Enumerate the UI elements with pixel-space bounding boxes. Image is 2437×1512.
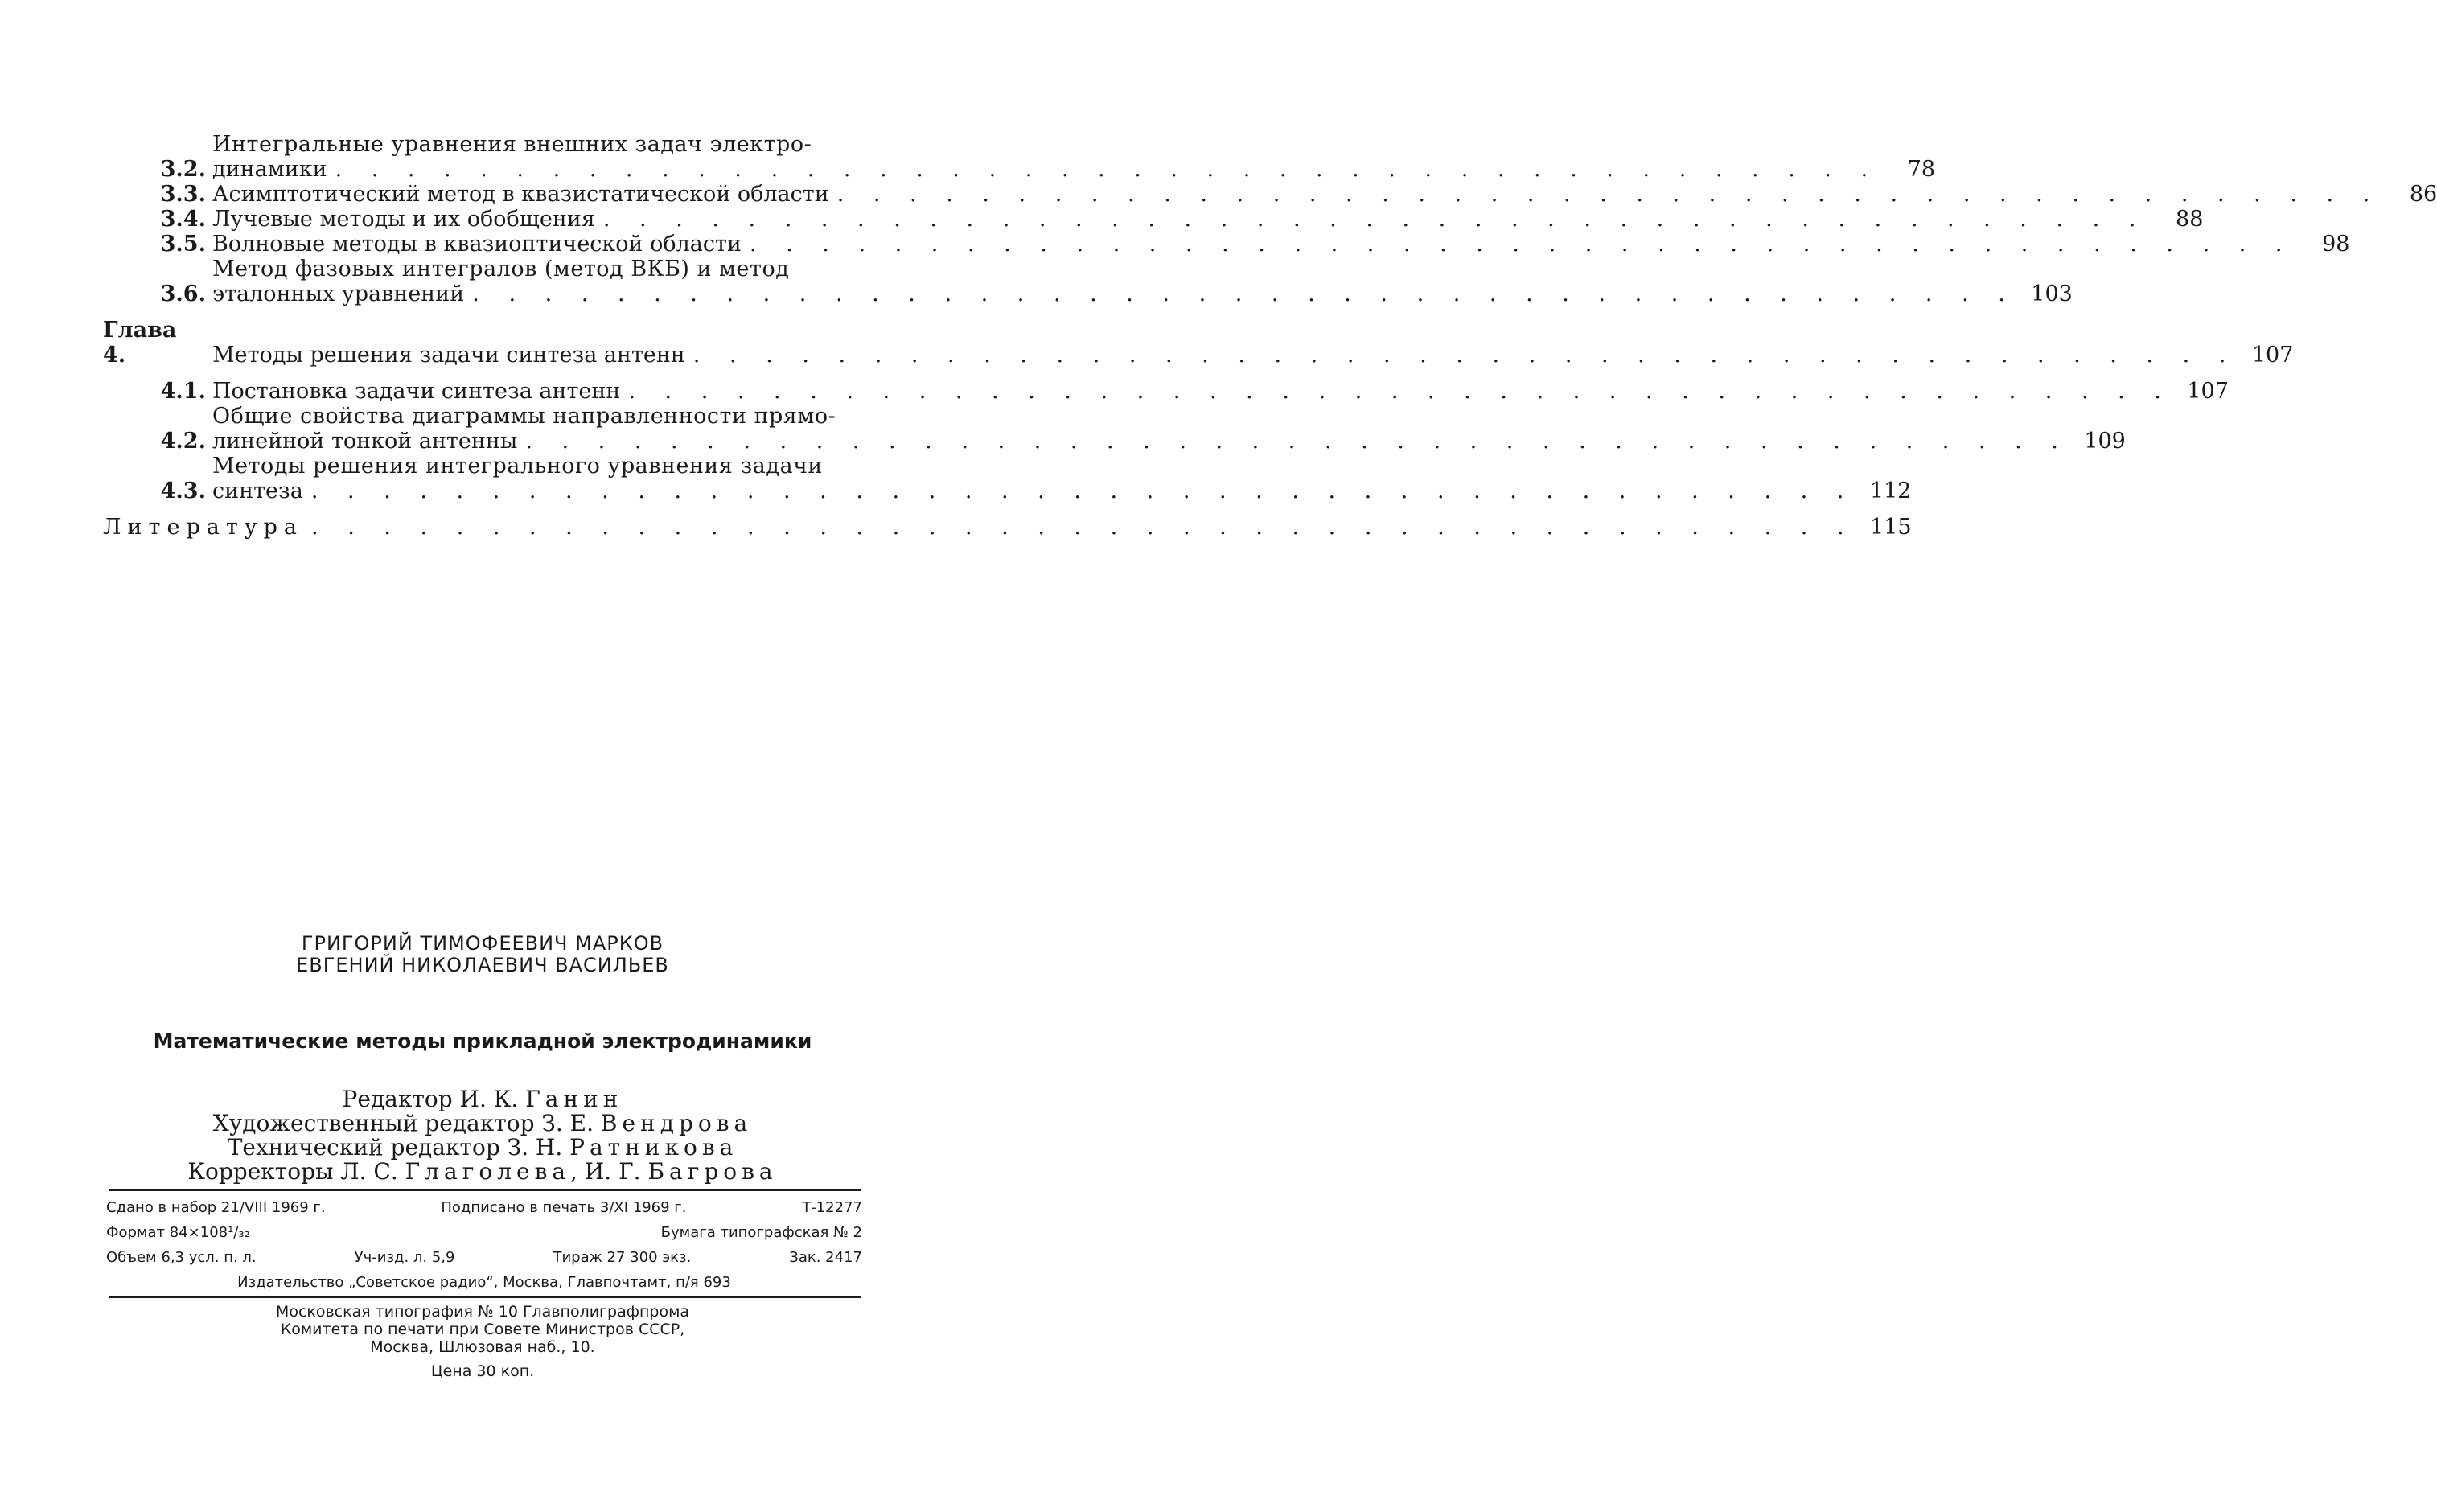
publisher-line: Издательство „Советское радио“, Москва, Главпочтамт, п/я 693 [237,1274,731,1291]
editor-role: Художественный редактор З. Е. [212,1110,594,1136]
toc-entry-3-2 [103,132,1936,182]
toc-page-number: 78 [1907,157,1936,182]
toc-page-number: 107 [2251,343,2294,368]
toc-entry-text: Асимптотический метод в квазистатической области [212,182,829,207]
toc-leader-dots [303,515,1855,540]
imprint-field: Зак. 2417 [789,1249,862,1266]
toc-entry-text: Методы решения интегрального уравнения задачи [212,454,823,479]
toc-chapter-title: Методы решения задачи синтеза антенн [212,343,685,368]
toc-leader-dots [595,207,2147,232]
toc-section-number: 3.6. [160,281,206,306]
imprint-field: Формат 84×108¹/₃₂ [106,1224,250,1241]
toc-entry-4-3 [103,454,1912,503]
toc-entry-text: синтеза [212,479,303,503]
divider-rule [109,1189,861,1191]
book-title: Математические методы прикладной электродинамики [153,1029,812,1053]
editor-line [0,1111,965,1136]
toc-entry-text: Волновые методы в квазиоптической области [212,232,742,257]
toc-entry-3-5 [103,232,2350,257]
editor-line [0,1136,965,1160]
toc-page-number: 86 [2409,182,2437,207]
toc-page-number: 88 [2176,207,2204,232]
toc-section-number: 4.1. [160,379,206,404]
imprint-line [106,1220,862,1245]
toc-page-number: 107 [2187,379,2229,404]
imprint-field: Подписано в печать 3/XI 1969 г. [441,1199,687,1216]
editors-block [0,1087,965,1184]
toc-leader-dots [829,182,2382,207]
toc-section-number: 3.2. [160,157,206,182]
toc-leader-dots [685,343,2238,368]
editor-line: Корректоры Л. С. Глаголева, И. Г. Багрова [187,1158,778,1185]
toc-page-number: 103 [2031,281,2073,306]
toc-entry-4-1 [103,379,2229,404]
editor-role: И. Г. [584,1158,641,1185]
toc-chapter-number: Глава 4. [103,318,177,368]
printer-block [0,1303,965,1380]
toc-entry-3-4 [103,207,2204,232]
toc-leader-dots [742,232,2294,257]
editor-role: Технический редактор З. Н. [227,1134,563,1161]
divider-rule [109,1296,861,1298]
toc-entry-text: динамики [212,157,327,182]
table-of-contents [103,132,2437,540]
imprint-line [106,1245,862,1270]
editor-line [0,1087,965,1111]
printer-line: Москва, Шлюзовая наб., 10. [370,1338,595,1356]
toc-page-number: 98 [2322,232,2350,257]
toc-leader-dots [303,479,1855,503]
editor-name: Багрова [647,1158,778,1185]
price-label: Цена 30 коп. [430,1362,535,1380]
printer-line: Московская типография № 10 Главполиграфпрома [275,1303,690,1321]
toc-entry-text: Постановка задачи синтеза антенн [212,379,621,404]
toc-entry-text: Лучевые методы и их обобщения [212,207,595,232]
author-name: ГРИГОРИЙ ТИМОФЕЕВИЧ МАРКОВ [301,932,664,955]
toc-entry-text: Интегральные уравнения внешних задач электро- [212,132,812,157]
toc-section-number: 3.5. [160,232,206,257]
imprint-field: Бумага типографская № 2 [660,1224,862,1241]
toc-section-number: 3.4. [160,207,206,232]
editor-role: Редактор И. К. [342,1086,519,1112]
editor-name: Глаголева [405,1158,571,1185]
toc-entry-3-6 [103,257,2073,306]
printer-line: Комитета по печати при Совете Министров СССР, [280,1321,685,1338]
toc-literature-title: Литература [103,515,304,540]
toc-section-number: 3.3. [160,182,206,207]
editor-name: Вендрова [600,1110,753,1136]
toc-entry-text: эталонных уравнений [212,281,465,306]
toc-section-number: 4.3. [160,479,206,503]
imprint-line [106,1195,862,1220]
imprint-field: Уч-изд. л. 5,9 [354,1249,455,1266]
toc-entry-text: Общие свойства диаграммы направленности прямо- [212,404,836,429]
toc-leader-dots [620,379,2172,404]
toc-entry-text: Метод фазовых интегралов (метод ВКБ) и метод [212,257,790,281]
toc-page-number: 109 [2084,429,2126,454]
toc-entry-text: линейной тонкой антенны [212,429,518,454]
toc-section-number: 4.2. [160,429,206,454]
toc-entry-4-2 [103,404,2126,454]
toc-leader-dots [327,157,1880,182]
editor-name: Ганин [525,1086,623,1112]
editor-role: Корректоры Л. С. [187,1158,398,1185]
toc-page-number: 115 [1870,515,1912,540]
imprint-field: Т-12277 [802,1199,862,1216]
editor-name: Ратникова [569,1134,738,1161]
toc-entry-3-3 [103,182,2437,207]
toc-leader-dots [517,429,2069,454]
imprint-block [106,1195,862,1295]
toc-chapter-4 [103,318,2294,368]
imprint-field: Тираж 27 300 экз. [553,1249,692,1266]
author-name: ЕВГЕНИЙ НИКОЛАЕВИЧ ВАСИЛЬЕВ [296,954,669,976]
toc-literature [103,515,1912,540]
toc-leader-dots [464,281,2016,306]
imprint-field: Сдано в набор 21/VIII 1969 г. [106,1199,326,1216]
toc-page-number: 112 [1869,479,1912,503]
imprint-field: Объем 6,3 усл. п. л. [106,1249,257,1266]
authors-block [0,933,965,976]
